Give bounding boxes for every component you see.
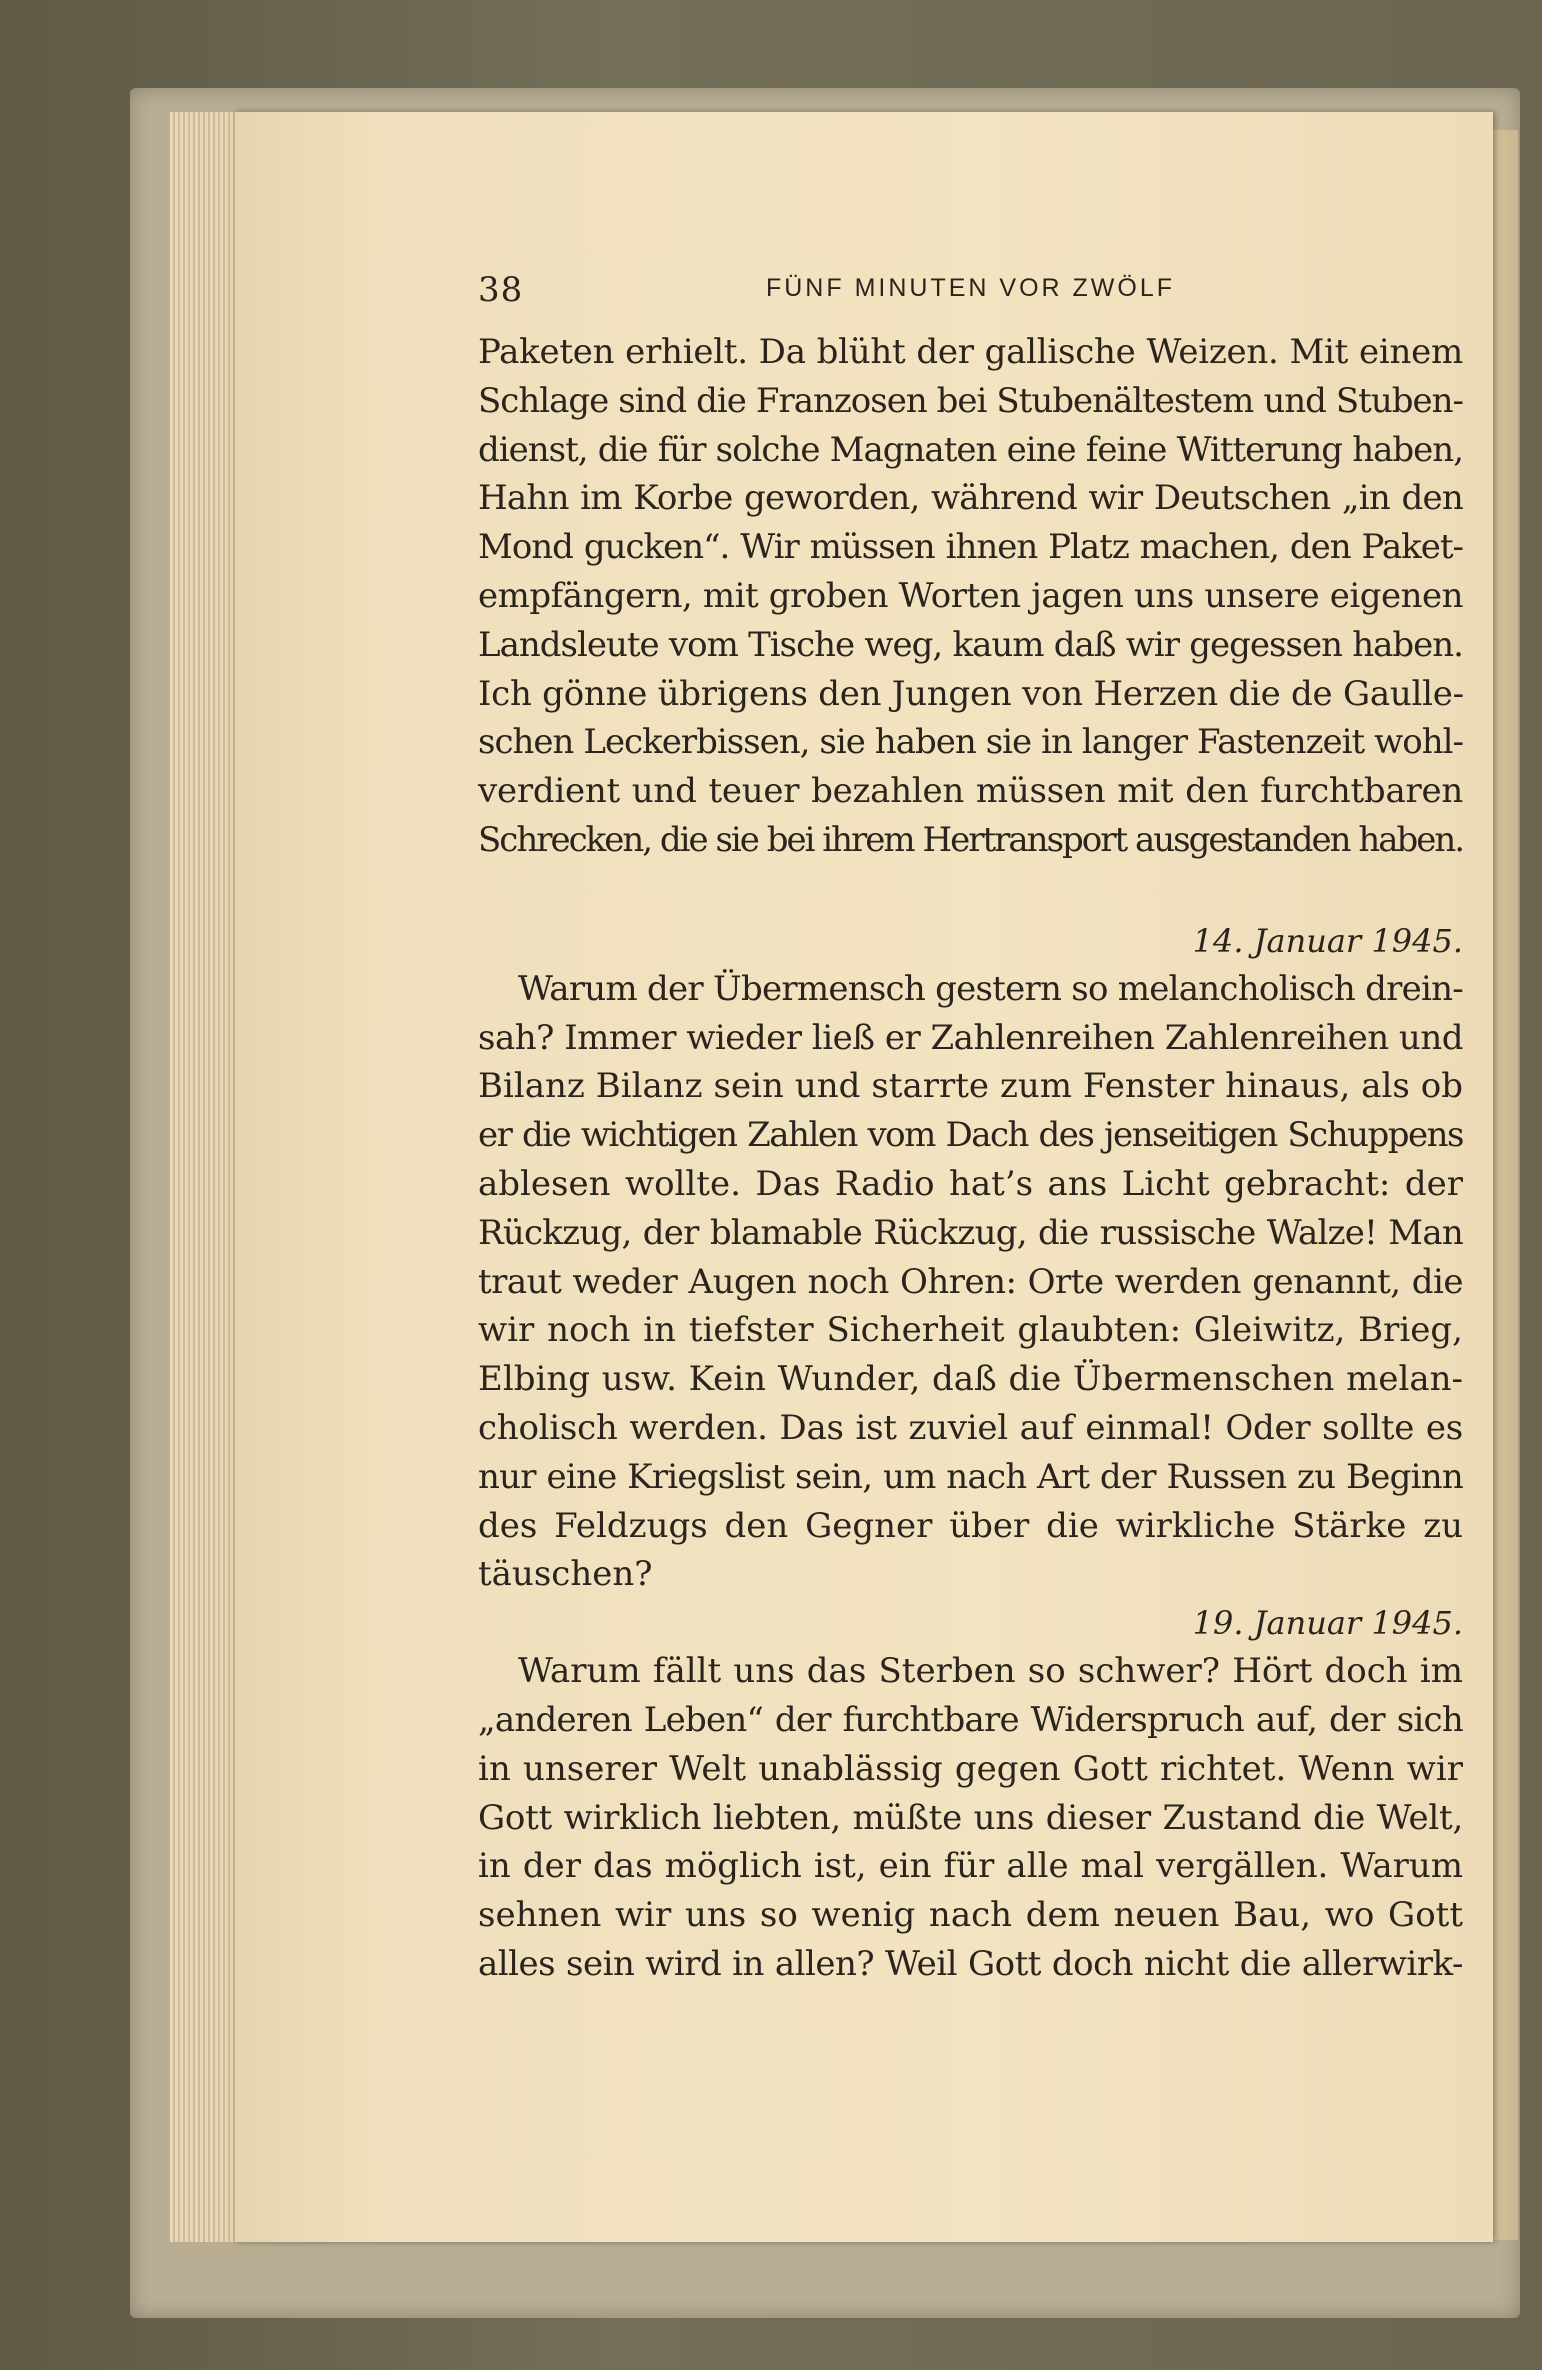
text-line: „anderen Leben“ der furchtbare Widerspruch auf, der sich (478, 1699, 1463, 1740)
text-line: er die wichtigen Zahlen vom Dach des jenseitigen Schuppens (478, 1115, 1463, 1156)
text-line: des Feldzugs den Gegner über die wirkliche Stärke zu (478, 1505, 1463, 1546)
text-line: Schrecken, die sie bei ihrem Hertransport ausgestanden haben. (478, 819, 1464, 860)
text-line: Ich gönne übrigens den Jungen von Herzen die de Gaulle- (478, 673, 1464, 714)
text-line: in unserer Welt unablässig gegen Gott richtet. Wenn wir (478, 1748, 1463, 1789)
text-line: Paketen erhielt. Da blüht der gallische Weizen. Mit einem (478, 332, 1463, 372)
text-line: alles sein wird in allen? Weil Gott doch nicht die allerwirk- (478, 1943, 1463, 1984)
entry-2-body (478, 1647, 1463, 1989)
text-line: empfängern, mit groben Worten jagen uns unsere eigenen (478, 575, 1463, 616)
text-line: traut weder Augen noch Ohren: Orte werden genannt, die (478, 1261, 1463, 1302)
text-line: verdient und teuer bezahlen müssen mit den furchtbaren (478, 771, 1463, 812)
entry-gap (478, 865, 1463, 917)
text-line: nur eine Kriegslist sein, um nach Art der Russen zu Beginn (478, 1456, 1463, 1497)
entry-date: 14. Januar 1945. (1192, 921, 1463, 960)
text-line: sehnen wir uns so wenig nach dem neuen Bau, wo Gott (478, 1895, 1463, 1936)
text-line: Warum der Übermensch gestern so melancholisch drein- (518, 968, 1463, 1009)
text-line: wir noch in tiefster Sicherheit glaubten: Gleiwitz, Brieg, (478, 1310, 1463, 1351)
text-line: Rückzug, der blamable Rückzug, die russische Walze! Man (478, 1212, 1463, 1253)
text-line: Elbing usw. Kein Wunder, daß die Übermenschen melan- (478, 1359, 1463, 1400)
text-line: sah? Immer wieder ließ er Zahlenreihen Zahlenreihen und (478, 1017, 1463, 1058)
paragraph-1 (478, 328, 1463, 865)
page-header (478, 270, 1463, 328)
text-line: schen Leckerbissen, sie haben sie in langer Fastenzeit wohl- (478, 722, 1463, 763)
text-line: täuschen? (478, 1554, 653, 1595)
text-line: Landsleute vom Tische weg, kaum daß wir gegessen haben. (478, 624, 1463, 665)
page-text (478, 270, 1463, 1989)
entry-1-body (478, 965, 1463, 1599)
text-line: Warum fällt uns das Sterben so schwer? Hört doch im (518, 1651, 1463, 1692)
text-line: Mond gucken“. Wir müssen ihnen Platz machen, den Paket- (478, 527, 1463, 568)
text-line: Schlage sind die Franzosen bei Stubenältestem und Stuben- (478, 380, 1463, 421)
text-line: Bilanz Bilanz sein und starrte zum Fenster hinaus, als ob (478, 1066, 1463, 1107)
text-line: dienst, die für solche Magnaten eine feine Witterung haben, (478, 429, 1463, 470)
text-line: cholisch werden. Das ist zuviel auf einmal! Oder sollte es (478, 1407, 1463, 1448)
text-line: Hahn im Korbe geworden, während wir Deutschen „in den (478, 478, 1463, 519)
entry-date: 19. Januar 1945. (1192, 1604, 1463, 1643)
text-line: ablesen wollte. Das Radio hat’s ans Licht gebracht: der (478, 1163, 1463, 1204)
text-line: in der das möglich ist, ein für alle mal vergällen. Warum (478, 1846, 1463, 1887)
page-number: 38 (478, 270, 524, 310)
text-line: Gott wirklich liebten, müßte uns dieser Zustand die Welt, (478, 1797, 1463, 1838)
running-title: FÜNF MINUTEN VOR ZWÖLF (765, 274, 1176, 302)
